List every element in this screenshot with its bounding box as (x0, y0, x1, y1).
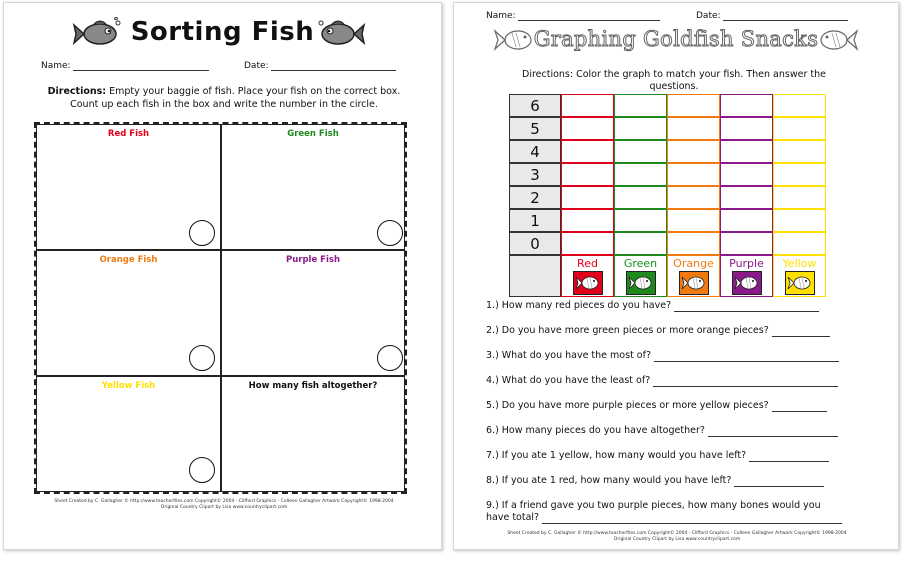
graph-cell[interactable] (720, 209, 773, 232)
sort-cell-label: Orange Fish (99, 255, 158, 265)
graph-cell[interactable] (614, 140, 667, 163)
date-line[interactable] (271, 62, 396, 71)
graph-cell[interactable] (667, 117, 720, 140)
directions-text: Directions: Color the graph to match your fish. Then answer the questions. (522, 69, 826, 92)
column-label (773, 255, 826, 297)
count-circle[interactable] (377, 345, 403, 371)
goldfish-icon (626, 271, 656, 295)
page-title: Sorting Fish (130, 17, 315, 47)
graph-cell[interactable] (773, 94, 826, 117)
graph-cell[interactable] (614, 209, 667, 232)
sort-cell-label: How many fish altogether? (248, 381, 378, 391)
graph-corner (509, 255, 561, 297)
graph-cell[interactable] (720, 117, 773, 140)
graph-cell[interactable] (561, 140, 614, 163)
graph-cell[interactable] (773, 209, 826, 232)
y-axis-label: 6 (509, 94, 561, 117)
answer-line[interactable] (653, 377, 838, 387)
column-name: Red (577, 257, 598, 270)
sort-cell-label: Purple Fish (285, 255, 341, 265)
sort-cell-purple[interactable] (221, 250, 405, 376)
graph-cell[interactable] (667, 232, 720, 255)
graph-cell[interactable] (614, 186, 667, 209)
question-1[interactable]: 1.) How many red pieces do you have? (486, 300, 886, 312)
question-7[interactable]: 7.) If you ate 1 yellow, how many would you have left? (486, 450, 886, 462)
graph-cell[interactable] (773, 232, 826, 255)
date-line[interactable] (723, 12, 848, 21)
column-label (614, 255, 667, 297)
y-axis-label: 3 (509, 163, 561, 186)
name-field[interactable]: Name: (41, 61, 209, 71)
column-label (667, 255, 720, 297)
column-name: Purple (729, 257, 764, 270)
graph-cell[interactable] (561, 209, 614, 232)
graph-cell[interactable] (720, 163, 773, 186)
graph-cell[interactable] (561, 186, 614, 209)
graph-cell[interactable] (773, 186, 826, 209)
fish-right-icon (316, 17, 366, 49)
sort-cell-label: Yellow Fish (101, 381, 156, 391)
answer-line[interactable] (674, 302, 819, 312)
name-line[interactable] (73, 62, 209, 71)
goldfish-icon (785, 271, 815, 295)
count-circle[interactable] (189, 457, 215, 483)
directions-text: Directions: Empty your baggie of fish. Place your fish on the correct box. Count up each fish in the box and write the number in the circle. (47, 86, 401, 110)
graph-cell[interactable] (561, 163, 614, 186)
count-circle[interactable] (377, 220, 403, 246)
sorting-fish-worksheet (3, 2, 442, 550)
column-label (720, 255, 773, 297)
column-label (561, 255, 614, 297)
count-circle[interactable] (189, 220, 215, 246)
answer-line[interactable] (772, 402, 827, 412)
graph-cell[interactable] (667, 94, 720, 117)
sort-cell-green[interactable] (221, 124, 405, 250)
graph-cell[interactable] (614, 232, 667, 255)
answer-line[interactable] (542, 514, 842, 524)
footer-credits: Sheet Created by C. Gallagher © http://www.teacherfiles.com Copyright© 2004 - Clifford Graphics - Colleen Gallagher Artwork Copyright© 1998-2004 Original Country Clipart by Lisa www.countryclipart.com (507, 531, 847, 542)
answer-line[interactable] (708, 427, 838, 437)
graph-cell[interactable] (614, 117, 667, 140)
goldfish-icon (573, 271, 603, 295)
graph-cell[interactable] (667, 186, 720, 209)
question-3[interactable]: 3.) What do you have the most of? (486, 350, 886, 362)
sort-cell-total[interactable] (221, 376, 405, 492)
graph-cell[interactable] (667, 209, 720, 232)
graph-cell[interactable] (720, 94, 773, 117)
question-9[interactable]: 9.) If a friend gave you two purple pieces, how many bones would you have total? (486, 500, 886, 524)
question-4[interactable]: 4.) What do you have the least of? (486, 375, 886, 387)
graph-cell[interactable] (667, 163, 720, 186)
date-field[interactable]: Date: (696, 11, 848, 21)
sort-cell-label: Green Fish (287, 129, 339, 139)
graph-cell[interactable] (561, 232, 614, 255)
question-6[interactable]: 6.) How many pieces do you have altogether? (486, 425, 886, 437)
goldfish-icon (679, 271, 709, 295)
graph-cell[interactable] (667, 140, 720, 163)
name-field[interactable]: Name: (486, 11, 660, 21)
answer-line[interactable] (772, 327, 830, 337)
footer-credits: Sheet Created by C. Gallagher © http://www.teacherfiles.com Copyright© 2004 - Clifford Graphics - Colleen Gallagher Artwork Copyright© 1998-2004 Original Country Clipart by Lisa www.countryclipart.com (54, 499, 394, 510)
sort-cell-orange[interactable] (36, 250, 221, 376)
page-title: Graphing Goldfish Snacks (533, 27, 819, 51)
graph-cell[interactable] (773, 140, 826, 163)
column-name: Orange (673, 257, 714, 270)
sort-cell-yellow[interactable] (36, 376, 221, 492)
graph-cell[interactable] (720, 140, 773, 163)
column-name: Green (623, 257, 658, 270)
goldfish-icon (732, 271, 762, 295)
question-8[interactable]: 8.) If you ate 1 red, how many would you have left? (486, 475, 886, 487)
graph-cell[interactable] (614, 163, 667, 186)
answer-line[interactable] (734, 477, 824, 487)
answer-line[interactable] (654, 352, 839, 362)
y-axis-label: 4 (509, 140, 561, 163)
column-name: Yellow (782, 257, 817, 270)
y-axis-label: 1 (509, 209, 561, 232)
question-5[interactable]: 5.) Do you have more purple pieces or more yellow pieces? (486, 400, 886, 412)
graph-cell[interactable] (561, 117, 614, 140)
graph-cell[interactable] (773, 163, 826, 186)
name-line[interactable] (518, 12, 660, 21)
graphing-goldfish-worksheet (453, 2, 899, 550)
sort-cell-red[interactable] (36, 124, 221, 250)
graph-cell[interactable] (614, 94, 667, 117)
y-axis-label: 5 (509, 117, 561, 140)
sorting-grid (34, 122, 407, 494)
graph-cell[interactable] (720, 186, 773, 209)
goldfish-right-icon (816, 25, 860, 55)
question-2[interactable]: 2.) Do you have more green pieces or more orange pieces? (486, 325, 886, 337)
y-axis-label: 2 (509, 186, 561, 209)
sort-cell-label: Red Fish (107, 129, 150, 139)
answer-line[interactable] (749, 452, 829, 462)
count-circle[interactable] (189, 345, 215, 371)
graph-cell[interactable] (720, 232, 773, 255)
graph-cell[interactable] (773, 117, 826, 140)
y-axis-label: 0 (509, 232, 561, 255)
date-field[interactable]: Date: (244, 61, 396, 71)
graph-cell[interactable] (561, 94, 614, 117)
